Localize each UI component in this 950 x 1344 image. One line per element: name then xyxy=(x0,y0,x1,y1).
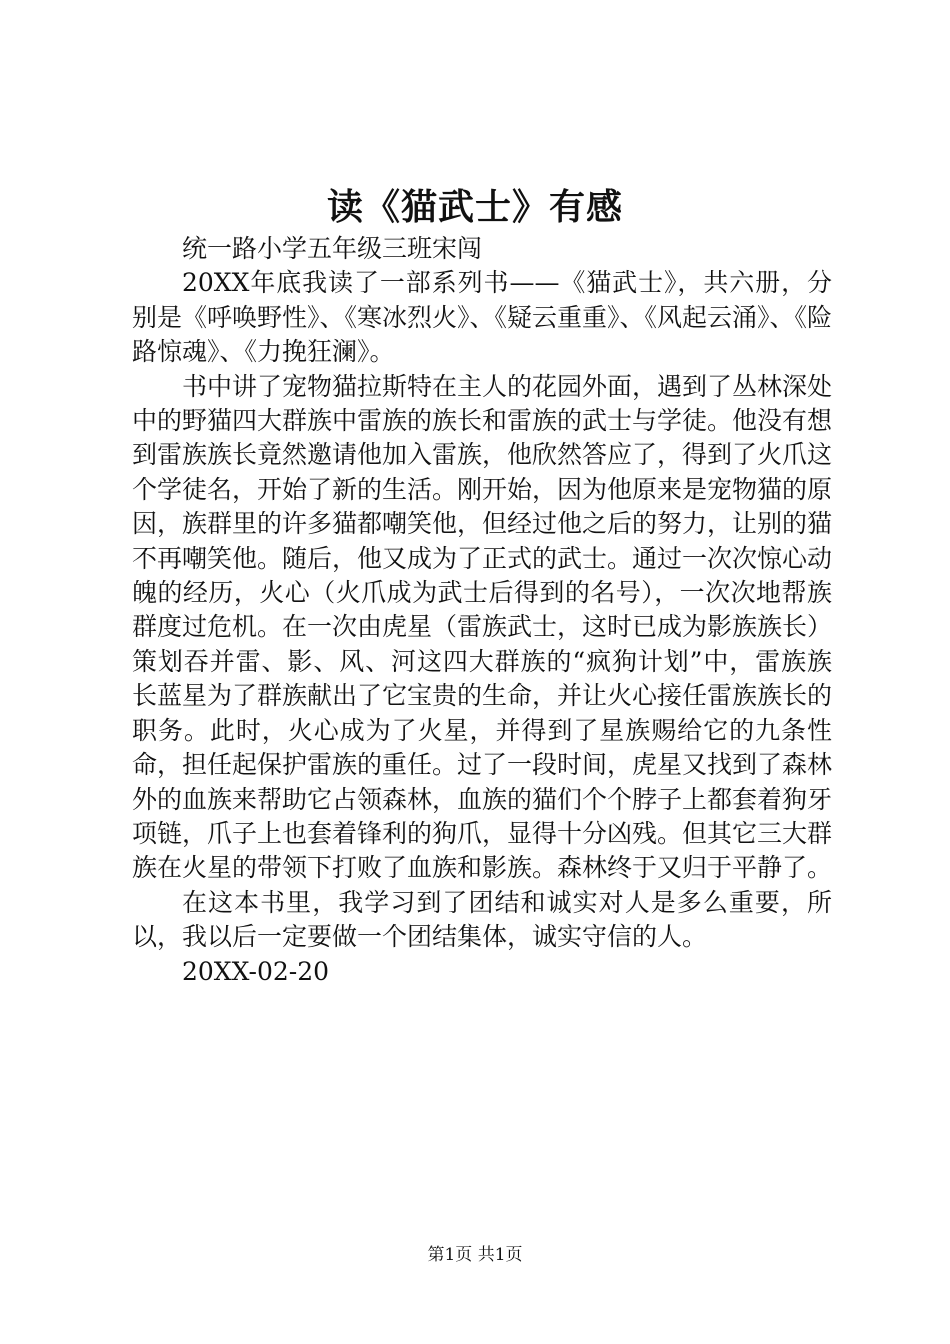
paragraph-3: 在这本书里，我学习到了团结和诚实对人是多么重要，所以，我以后一定要做一个团结集体，诚实守信的人。 xyxy=(132,887,832,952)
author-line: 统一路小学五年级三班宋闯 xyxy=(182,234,483,263)
document-date: 20XX-02-20 xyxy=(182,956,330,986)
paragraph-2: 书中讲了宠物猫拉斯特在主人的花园外面，遇到了丛林深处中的野猫四大群族中雷族的族长和雷族的武士与学徒。他没有想到雷族族长竟然邀请他加入雷族，他欣然答应了，得到了火爪这个学徒名，开始了新的生活。刚开始，因为他原来是宠物猫的原因，族群里的许多猫都嘲笑他，但经过他之后的努力，让别的猫不再嘲笑他。随后，他又成为了正式的武士。通过一次次惊心动魄的经历，火心（火爪成为武士后得到的名号），一次次地帮族群度过危机。在一次由虎星（雷族武士，这时已成为影族族长）策划吞并雷、影、风、河这四大群族的“疯狗计划”中，雷族族长蓝星为了群族献出了它宝贵的生命，并让火心接任雷族族长的职务。此时，火心成为了火星，并得到了星族赐给它的九条性命，担任起保护雷族的重任。过了一段时间，虎星又找到了森林外的血族来帮助它占领森林，血族的猫们个个脖子上都套着狗牙项链，爪子上也套着锋利的狗爪，显得十分凶残。但其它三大群族在火星的带领下打败了血族和影族。森林终于又归于平静了。 xyxy=(132,371,833,883)
page-footer: 第1页 共1页 xyxy=(427,1245,523,1265)
paragraph-1: 20XX年底我读了一部系列书——《猫武士》，共六册，分别是《呼唤野性》、《寒冰烈火》、《疑云重重》、《风起云涌》、《险路惊魂》、《力挽狂澜》。 xyxy=(132,268,833,367)
document-body xyxy=(132,232,832,989)
document-title: 读《猫武士》有感 xyxy=(326,186,623,228)
